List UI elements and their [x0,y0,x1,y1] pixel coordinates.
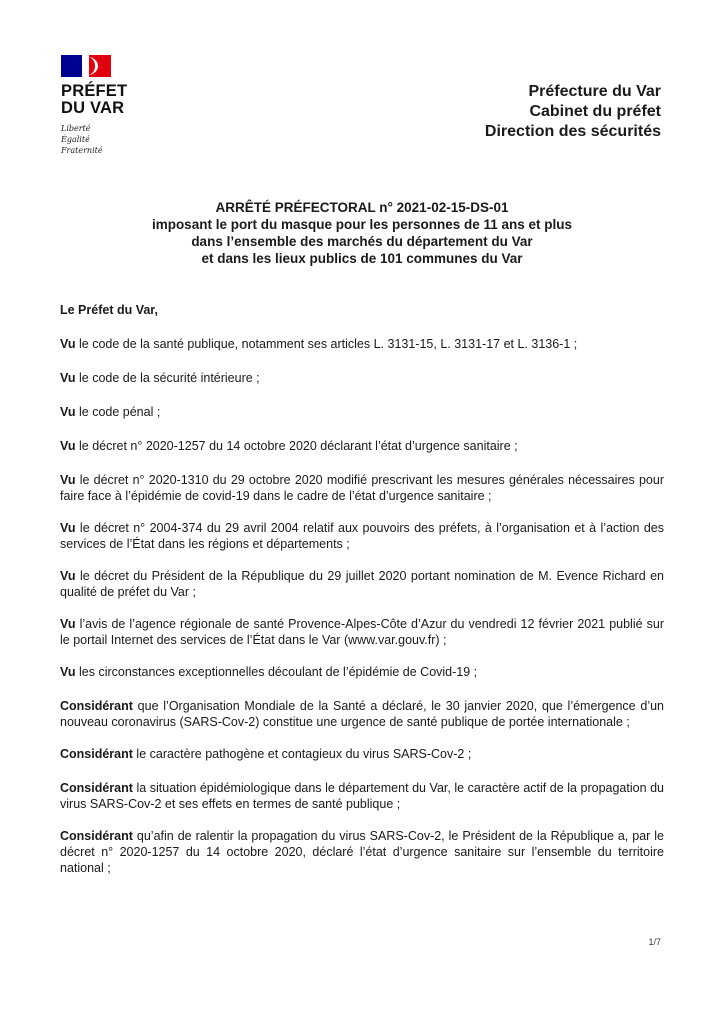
paragraph-keyword: Considérant [60,829,133,843]
paragraph [60,698,664,730]
paragraph-keyword: Considérant [60,699,133,713]
paragraph [60,780,664,812]
paragraph-keyword: Vu [60,665,76,679]
intro-line: Le Préfet du Var, [60,303,158,317]
title-line-2: imposant le port du masque pour les personnes de 11 ans et plus [151,217,573,232]
document-title [60,199,664,267]
paragraph-keyword: Considérant [60,781,133,795]
paragraph-keyword: Vu [60,405,76,419]
paragraph [60,520,664,552]
authority-cabinet: Cabinet du préfet [529,103,661,120]
logo-line-2: DU VAR [61,99,125,117]
title-line-4: et dans les lieux publics de 101 communes du Var [201,251,523,266]
authority-direction: Direction des sécurités [484,123,661,140]
paragraph-text: le caractère pathogène et contagieux du virus SARS-Cov-2 ; [132,747,472,761]
paragraph-keyword: Considérant [60,747,133,761]
title-line-3: dans l’ensemble des marchés du département du Var [191,234,533,249]
paragraph-text: le code pénal ; [75,405,161,419]
document-body [60,302,664,892]
authority-prefecture: Préfecture du Var [528,83,661,100]
paragraph-text: le décret n° 2004-374 du 29 avril 2004 relatif aux pouvoirs des préfets, à l’organisation et à l’action des services de l’État dans les régions et départements ; [60,521,664,551]
paragraph-keyword: Vu [60,337,76,351]
motto-egalite: Égalité [61,135,90,144]
page-number: 1/7 [648,937,661,947]
paragraph [60,404,664,420]
paragraph-keyword: Vu [60,473,76,487]
marianne-flag-icon [61,55,111,77]
republic-motto [61,123,151,156]
paragraph-text: le code de la sécurité intérieure ; [75,371,260,385]
paragraph-text: le décret n° 2020-1310 du 29 octobre 2020 modifié prescrivant les mesures générales nécessaires pour faire face à l’épidémie de covid-19 dans le cadre de l’état d’urgence sanitaire ; [60,473,664,503]
logo-line-1: PRÉFET [61,82,128,100]
paragraph-text: la situation épidémiologique dans le département du Var, le caractère actif de la propagation du virus SARS-Cov-2 et ses effets en termes de santé publique ; [60,781,664,811]
paragraph [60,828,664,876]
paragraph [60,664,664,680]
paragraph-text: le décret n° 2020-1257 du 14 octobre 2020 déclarant l’état d’urgence sanitaire ; [75,439,518,453]
paragraph-text: le code de la santé publique, notamment ses articles L. 3131-15, L. 3131-17 et L. 3136-1 ; [75,337,578,351]
paragraph-text: le décret du Président de la République du 29 juillet 2020 portant nomination de M. Evence Richard en qualité de préfet du Var ; [60,569,664,599]
motto-fraternite: Fraternité [61,146,103,155]
paragraph [60,568,664,600]
paragraph-keyword: Vu [60,371,76,385]
issuing-authority [485,82,661,142]
paragraph-keyword: Vu [60,439,76,453]
paragraph-keyword: Vu [60,521,76,535]
paragraph-text: que l’Organisation Mondiale de la Santé a déclaré, le 30 janvier 2020, que l’émergence d’un nouveau coronavirus (SARS-Cov-2) constitue une urgence de santé publique de portée internationale ; [60,699,664,729]
paragraph-text: l’avis de l’agence régionale de santé Provence-Alpes-Côte d’Azur du vendredi 12 février 2021 publié sur le portail Internet des services de l’État dans le Var (www.var.gouv.fr) ; [60,617,664,647]
title-line-1: ARRÊTÉ PRÉFECTORAL n° 2021-02-15-DS-01 [215,200,509,215]
paragraph-text: les circonstances exceptionnelles découlant de l’épidémie de Covid-19 ; [75,665,478,679]
motto-liberte: Liberté [61,124,91,133]
paragraph-text: qu’afin de ralentir la propagation du virus SARS-Cov-2, le Président de la République a, par le décret n° 2020-1257 du 14 octobre 2020, déclaré l’état d’urgence sanitaire sur l’ensemble du territoire national ; [60,829,664,875]
paragraph [60,746,664,762]
paragraph-keyword: Vu [60,569,76,583]
paragraph-keyword: Vu [60,617,76,631]
paragraph [60,472,664,504]
paragraph [60,616,664,648]
logo-title [61,83,151,117]
prefet-logo [61,55,151,156]
paragraph [60,370,664,386]
paragraph [60,336,664,352]
paragraph [60,438,664,454]
